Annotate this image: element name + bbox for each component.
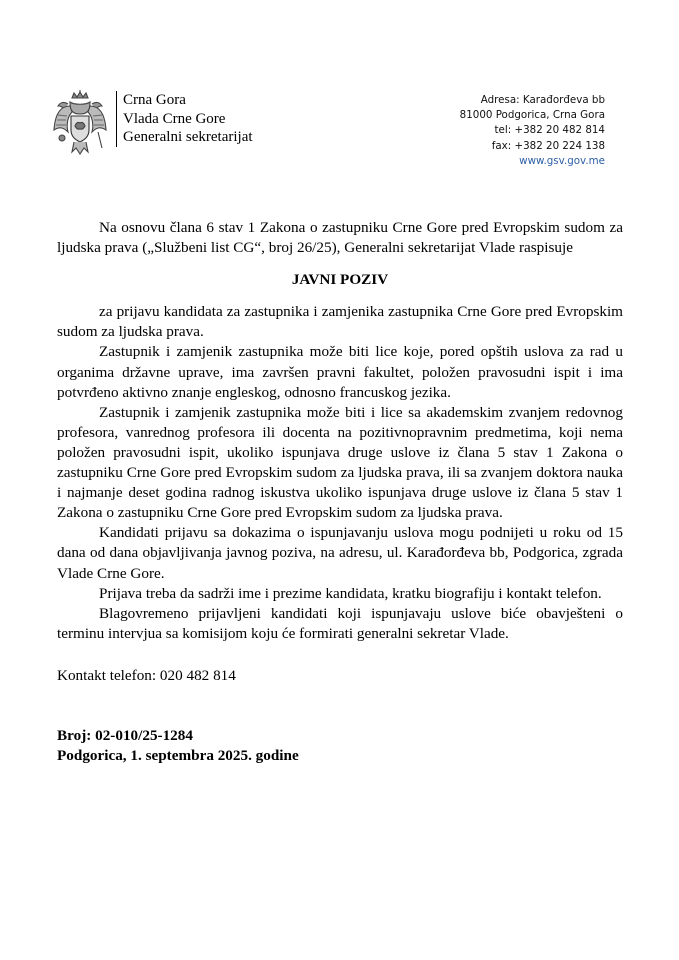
paragraph-submission: Kandidati prijavu sa dokazima o ispunjavanju uslova mogu podnijeti u roku od 15 dana od dana objavljivanja javnog poziva, na adresu, ul. Karađorđeva bb, Podgorica, zgrada Vlade Crne Gore. (57, 524, 623, 582)
letterhead (0, 0, 679, 180)
paragraph-academic-requirements: Zastupnik i zamjenik zastupnika može biti i lice sa akademskim zvanjem redovnog profesora, vanrednog profesora ili docenta na pozitivnopravnim predmetima, koji nema položen pravosudni ispit, ukoliko ispunjava druge uslove iz člana 5 stav 1 Zakona o zastupniku Crne Gore pred Evropskim sudom za ljudska prava, ili sa zvanjem doktora nauka i najmanje deset godina radnog iskustva ukoliko ispunjava druge uslove iz člana 5 stav 1 Zakona o zastupniku Crne Gore pred Evropskim sudom za ljudska prava. (57, 403, 623, 522)
org-line-secretariat: Generalni sekretarijat (123, 129, 253, 145)
website-link[interactable]: www.gsv.gov.me (519, 154, 605, 167)
org-line-government: Vlada Crne Gore (123, 110, 226, 127)
montenegro-coat-of-arms-icon (52, 90, 108, 156)
paragraph-interview: Blagovremeno prijavljeni kandidati koji ispunjavaju uslove biće obavješteni o terminu intervjua sa komisijom koju će formirati generalni sekretar Vlade. (57, 604, 623, 642)
document-title: JAVNI POZIV (291, 271, 389, 289)
contact-info-block (460, 93, 605, 169)
intro-paragraph: Na osnovu člana 6 stav 1 Zakona o zastupniku Crne Gore pred Evropskim sudom za ljudska prava („Službeni list CG“, broj 26/25), Generalni sekretarijat Vlade raspisuje (57, 219, 623, 257)
org-line-country: Crna Gora (123, 92, 186, 108)
place-and-date: Podgorica, 1. septembra 2025. godine (57, 747, 299, 765)
fax: fax: +382 20 224 138 (491, 139, 605, 152)
organization-name-block (116, 91, 253, 147)
address-line-1: Adresa: Karađorđeva bb (480, 94, 605, 106)
reference-number: Broj: 02-010/25-1284 (57, 726, 193, 744)
document-body (57, 218, 623, 766)
paragraph-application-contents: Prijava treba da sadrži ime i prezime kandidata, kratku biografiju i kontakt telefon. (99, 584, 602, 602)
paragraph-requirements: Zastupnik i zamjenik zastupnika može biti lice koje, pored opštih uslova za rad u organima državne uprave, ima završen pravni fakultet, položen pravosudni ispit i ima potvrđeno aktivno znanje engleskog, odnosno francuskog jezika. (57, 343, 623, 401)
reference-block (57, 726, 623, 766)
paragraph-purpose: za prijavu kandidata za zastupnika i zamjenika zastupnika Crne Gore pred Evropskim sudom za ljudska prava. (57, 303, 623, 341)
contact-phone: Kontakt telefon: 020 482 814 (57, 666, 236, 684)
address-line-2: 81000 Podgorica, Crna Gora (459, 109, 605, 122)
telephone: tel: +382 20 482 814 (494, 124, 605, 137)
